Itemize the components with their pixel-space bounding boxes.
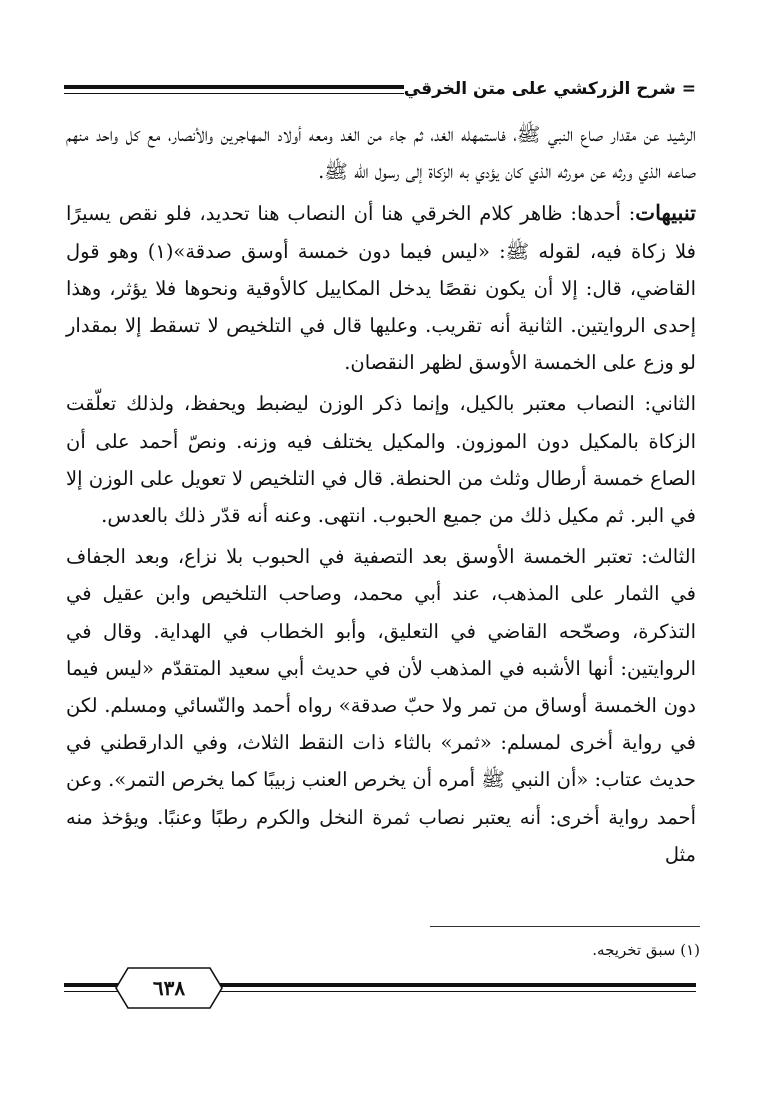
paragraph-2: الثاني: النصاب معتبر بالكيل، وإنما ذكر الوزن ليضبط ويحفظ، ولذلك تعلّقت الزكاة بالمكيل دون الموزون. والمكيل يختلف فيه وزنه. ونصّ أحمد على أن الصاع خمسة أرطال وثلث من الحنطة. قال في التلخيص لا تعويل على الوزن إلا في البر. ثم مكيل ذلك من جميع الحبوب. انتهى. وعنه أنه قدّر ذلك بالعدس.: [66, 392, 696, 528]
header-dash: =: [675, 79, 696, 99]
footnote: (١) سبق تخريجه.: [592, 941, 700, 959]
header-title: [404, 78, 696, 100]
paragraph-3: الثالث: تعتبر الخمسة الأوسق بعد التصفية في الحبوب بلا نزاع، وبعد الجفاف في الثمار على المذهب، عند أبي محمد، وصاحب التلخيص وابن عقيل في التذكرة، وصحّحه القاضي في التعليق، وأبو الخطاب في الهداية. وقال في الروايتين: أنها الأشبه في المذهب لأن في حديث أبي سعيد المتقدّم «ليس فيما دون الخمسة أوساق من تمر ولا حبّ صدقة» رواه أحمد والنّسائي ومسلم. لكن في رواية أخرى لمسلم: «ثمر» بالثاء ذات النقط الثلاث، وفي الدارقطني في حديث عتاب: «أن النبي ﷺ أمره أن يخرص العنب زبيبًا كما يخرص التمر». وعن أحمد رواية أخرى: أنه يعتبر نصاب ثمرة النخل والكرم رطبًا وعنبًا. ويؤخذ منه مثل: [66, 545, 696, 866]
main-text: [66, 116, 696, 877]
header-title-text: شرح الزركشي على متن الخرقي: [403, 79, 676, 99]
footer-rule-right: [216, 983, 696, 992]
header-rule: [64, 85, 404, 94]
paragraph-tanbihat: [66, 194, 696, 381]
footnote-rule: [430, 926, 700, 927]
paragraph-1: الرشيد عن مقدار صاع النبي ﷺ، فاستمهله الغد، ثم جاء من الغد ومعه أولاد المهاجرين والأنصار، مع كل واحد منهم صاعه الذي ورثه عن مورثه الذي كان يؤدي به الزكاة إلى رسول الله ﷺ.: [66, 123, 696, 184]
tanbihat-text: : أحدها: ظاهر كلام الخرقي هنا أن النصاب هنا تحديد، فلو نقص يسيرًا فلا زكاة فيه، لقوله ﷺ: «ليس فيما دون خمسة أوسق صدقة»(١) وهو قول القاضي، قال: إلا أن يكون نقصًا يدخل المكاييل كالأوقية ونحوها فلا يؤثر، وهذا إحدى الروايتين. الثانية أنه تقريب. وعليها قال في التلخيص لا تسقط إلا بمقدار لو وزع على الخمسة الأوسق لظهر النقصان.: [66, 202, 697, 375]
running-header: [64, 78, 696, 104]
page-footer: [64, 966, 696, 1010]
tanbihat-label: تنبيهات: [635, 200, 696, 226]
page-number: ٦٣٨: [152, 976, 186, 1000]
